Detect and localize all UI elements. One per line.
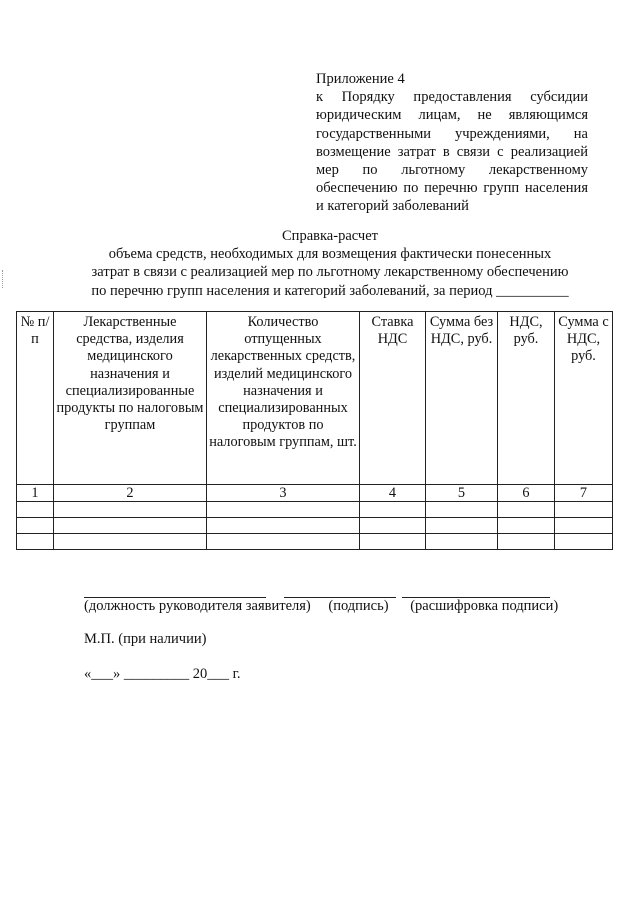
- table-cell[interactable]: [54, 534, 207, 550]
- table-cell[interactable]: [54, 518, 207, 534]
- signature-caption: (подпись): [328, 598, 389, 614]
- table-cell[interactable]: [555, 502, 613, 518]
- table-cell[interactable]: [17, 502, 54, 518]
- header-number: № п/п: [17, 312, 54, 485]
- heading-line-1: объема средств, необходимых для возмещения фактически понесенных: [108, 246, 552, 263]
- calculation-table: [16, 311, 613, 550]
- heading-line-2: затрат в связи с реализацией мер по льготному лекарственному обеспечению: [91, 264, 569, 281]
- appendix-body: к Порядку предоставления субсидии юридическим лицам, не являющимся государственными учреждениями, на возмещение затрат в связи с реализацией мер по льготному лекарственному обеспечению по перечню групп населения и категорий заболеваний: [316, 89, 588, 215]
- table-cell[interactable]: [360, 502, 426, 518]
- table-row: [17, 518, 613, 534]
- column-number: 2: [54, 485, 207, 502]
- header-sum-without-vat: Сумма без НДС, руб.: [426, 312, 498, 485]
- table-cell[interactable]: [360, 518, 426, 534]
- date-line: «___» _________ 20___ г.: [84, 666, 241, 682]
- table-cell[interactable]: [426, 534, 498, 550]
- table-cell[interactable]: [207, 534, 360, 550]
- table-cell[interactable]: [426, 518, 498, 534]
- table-cell[interactable]: [207, 502, 360, 518]
- header-vat: НДС, руб.: [498, 312, 555, 485]
- column-number: 5: [426, 485, 498, 502]
- column-number: 4: [360, 485, 426, 502]
- column-number: 6: [498, 485, 555, 502]
- table-cell[interactable]: [360, 534, 426, 550]
- document-heading: [60, 227, 600, 300]
- header-quantity: Количество отпущенных лекарственных средств, изделий медицинского назначения и специализированных продуктов по налоговым группам, шт.: [207, 312, 360, 485]
- column-number-row: [17, 485, 613, 502]
- stamp-label: М.П. (при наличии): [84, 631, 207, 647]
- table-header-row: [17, 312, 613, 485]
- table-cell[interactable]: [498, 502, 555, 518]
- column-number: 3: [207, 485, 360, 502]
- header-sum-with-vat: Сумма с НДС, руб.: [555, 312, 613, 485]
- column-number: 1: [17, 485, 54, 502]
- signature-captions: [84, 598, 604, 615]
- table-cell[interactable]: [207, 518, 360, 534]
- table-cell[interactable]: [54, 502, 207, 518]
- header-vat-rate: Ставка НДС: [360, 312, 426, 485]
- heading-title: Справка-расчет: [282, 228, 378, 244]
- table-row: [17, 534, 613, 550]
- table-cell[interactable]: [426, 502, 498, 518]
- table-cell[interactable]: [17, 534, 54, 550]
- position-caption: (должность руководителя заявителя): [84, 598, 311, 614]
- column-number: 7: [555, 485, 613, 502]
- header-medicines: Лекарственные средства, изделия медицинского назначения и специализированные продукты по налоговым группам: [54, 312, 207, 485]
- appendix-block: [316, 70, 588, 216]
- table-row: [17, 502, 613, 518]
- heading-line-3: по перечню групп населения и категорий заболеваний, за период __________: [91, 282, 569, 299]
- scan-margin-mark: [2, 270, 5, 288]
- table-cell[interactable]: [498, 518, 555, 534]
- decoding-caption: (расшифровка подписи): [410, 598, 559, 614]
- table-cell[interactable]: [498, 534, 555, 550]
- appendix-title: Приложение 4: [316, 71, 405, 87]
- table-cell[interactable]: [555, 534, 613, 550]
- table-cell[interactable]: [17, 518, 54, 534]
- table-cell[interactable]: [555, 518, 613, 534]
